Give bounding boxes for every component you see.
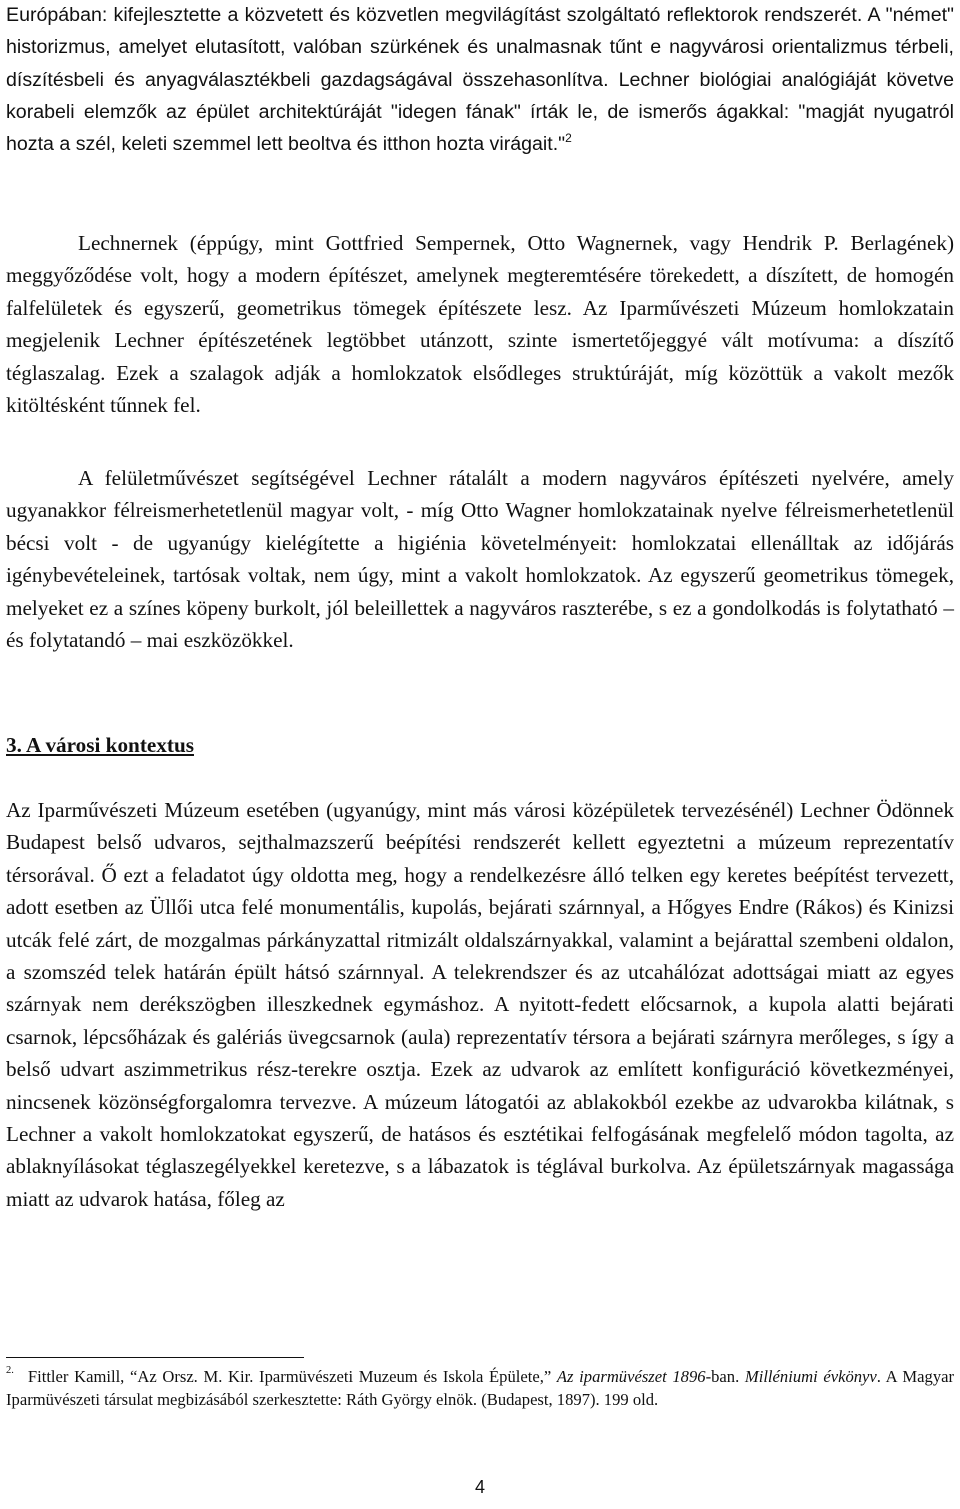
footnote-text-a: Fittler Kamill, “Az Orsz. M. Kir. Iparmüvészeti Muzeum és Iskola Épülete,”: [27, 1367, 552, 1386]
paragraph-lechner-conviction: Lechnernek (éppúgy, mint Gottfried Sempernek, Otto Wagnernek, vagy Hendrik P. Berlagének) meggyőződése volt, hogy a modern építészet, amelynek megteremtésére törekedett, a díszített, de homogén falfelületek és egyszerű, geometrikus tömegek építészete lesz. Az Iparművészeti Múzeum homlokzatain megjelenik Lechner építészetének legtöbbet utánzott, szinte ismertetőjeggyé vált motívuma: a díszítő téglaszalag. Ezek a szalagok adják a homlokzatok elsődleges struktúráját, míg közöttük a vakolt mezők kitöltésként tűnnek fel.: [6, 231, 954, 418]
footnote-text-c: . A Magyar Iparmüvészeti társulat megbizásából szerkesztette: Ráth György elnök. (Budapest, 1897). 199 old.: [6, 1367, 955, 1409]
paragraph-orientalism: [6, 0, 954, 160]
page-number: 4: [474, 1477, 485, 1497]
footnote-marker: 2.: [6, 1365, 14, 1376]
footnote: [6, 1366, 954, 1411]
footnote-text-b: -ban.: [705, 1367, 740, 1386]
footnote-italic-b: Milléniumi évkönyv: [744, 1367, 877, 1386]
footnote-divider: [6, 1357, 304, 1358]
paragraph-orientalism-text: Európában: kifejlesztette a közvetett és közvetlen megvilágítást szolgáltató reflektorok rendszerét. A "német" historizmus, amelyet elutasított, valóban szürkének és unalmasnak tűnt e nagyvárosi orientalizmus térbeli, díszítésbeli és anyagválasztékbeli gazdagságával összehasonlítva. Lechner biológiai analógiáját követve korabeli elemzők az épület architektúráját "idegen fának" írták le, de ismerős ágakkal: "magját nyugatról hozta a szél, keleti szemmel lett beoltva és itthon hozta virágait.": [6, 4, 954, 156]
paragraph-surface-art: A felületművészet segítségével Lechner rátalált a modern nagyváros építészeti nyelvére, amely ugyanakkor félreismerhetetlenül magyar volt, - míg Otto Wagner homlokzatainak nyelve félreismerhetetlenül bécsi volt - de ugyanúgy kielégítette a higiénia követelményeit: homlokzatai ellenálltak az időjárás igénybevételeinek, tartósak voltak, nem úgy, mint a vakolt homlokzatok. Az egyszerű geometrikus tömegek, melyeket ez a színes köpeny burkolt, jól beleillettek a nagyváros raszterébe, s ez a gondolkodás is folytatható – és folytatandó – mai eszközökkel.: [6, 466, 954, 653]
footnote-reference: 2: [565, 131, 572, 146]
footnote-italic-a: Az iparmüvészet 1896: [556, 1367, 706, 1386]
section-heading: [6, 729, 194, 761]
paragraph-urban-context: Az Iparművészeti Múzeum esetében (ugyanúgy, mint más városi középületek tervezésénél) Lechner Ödönnek Budapest belső udvaros, sejthalmazszerű beépítési rendszerét kellett egyeztetni a múzeum reprezentatív térsorával. Ő ezt a feladatot úgy oldotta meg, hogy a rendelkezésre álló telken egy keretes beépítést tervezett, adott esetben az Üllői utca felé monumentális, kupolás, bejárati szárnnyal, a Hőgyes Endre (Rákos) és Kinizsi utcák felé zárt, de mozgalmas párkányzattal ritmizált oldalszárnyakkal, valamint a bejárattal szembeni oldalon, a szomszéd telek határán épült hátsó szárnnyal. A telekrendszer és az utcahálózat adottságai miatt az egyes szárnyak nem derékszögben illeszkednek egymáshoz. A nyitott-fedett előcsarnok, a kupola alatti bejárati csarnok, lépcsőházak és galériás üvegcsarnok (aula) reprezentatív térsora a bejárati szárnyra merőleges, s így a belső udvart aszimmetrikus rész-terekre osztja. Ezek az udvarok az említett konfiguráció következményei, nincsenek közönségforgalomra tervezve. A múzeum látogatói az ablakokból ezekbe az udvarokba kilátnak, s Lechner a vakolt homlokzatokat egyszerű, de hatásos és esztétikai felfogásának megfelelő módon tagolta, az ablaknyílásokat téglaszegélyekkel keretezve, s a lábazatok is téglával burkolva. Az épületszárnyak magassága miatt az udvarok hatása, főleg az: [6, 798, 954, 1211]
section-heading-text: 3. A városi kontextus: [6, 733, 194, 757]
